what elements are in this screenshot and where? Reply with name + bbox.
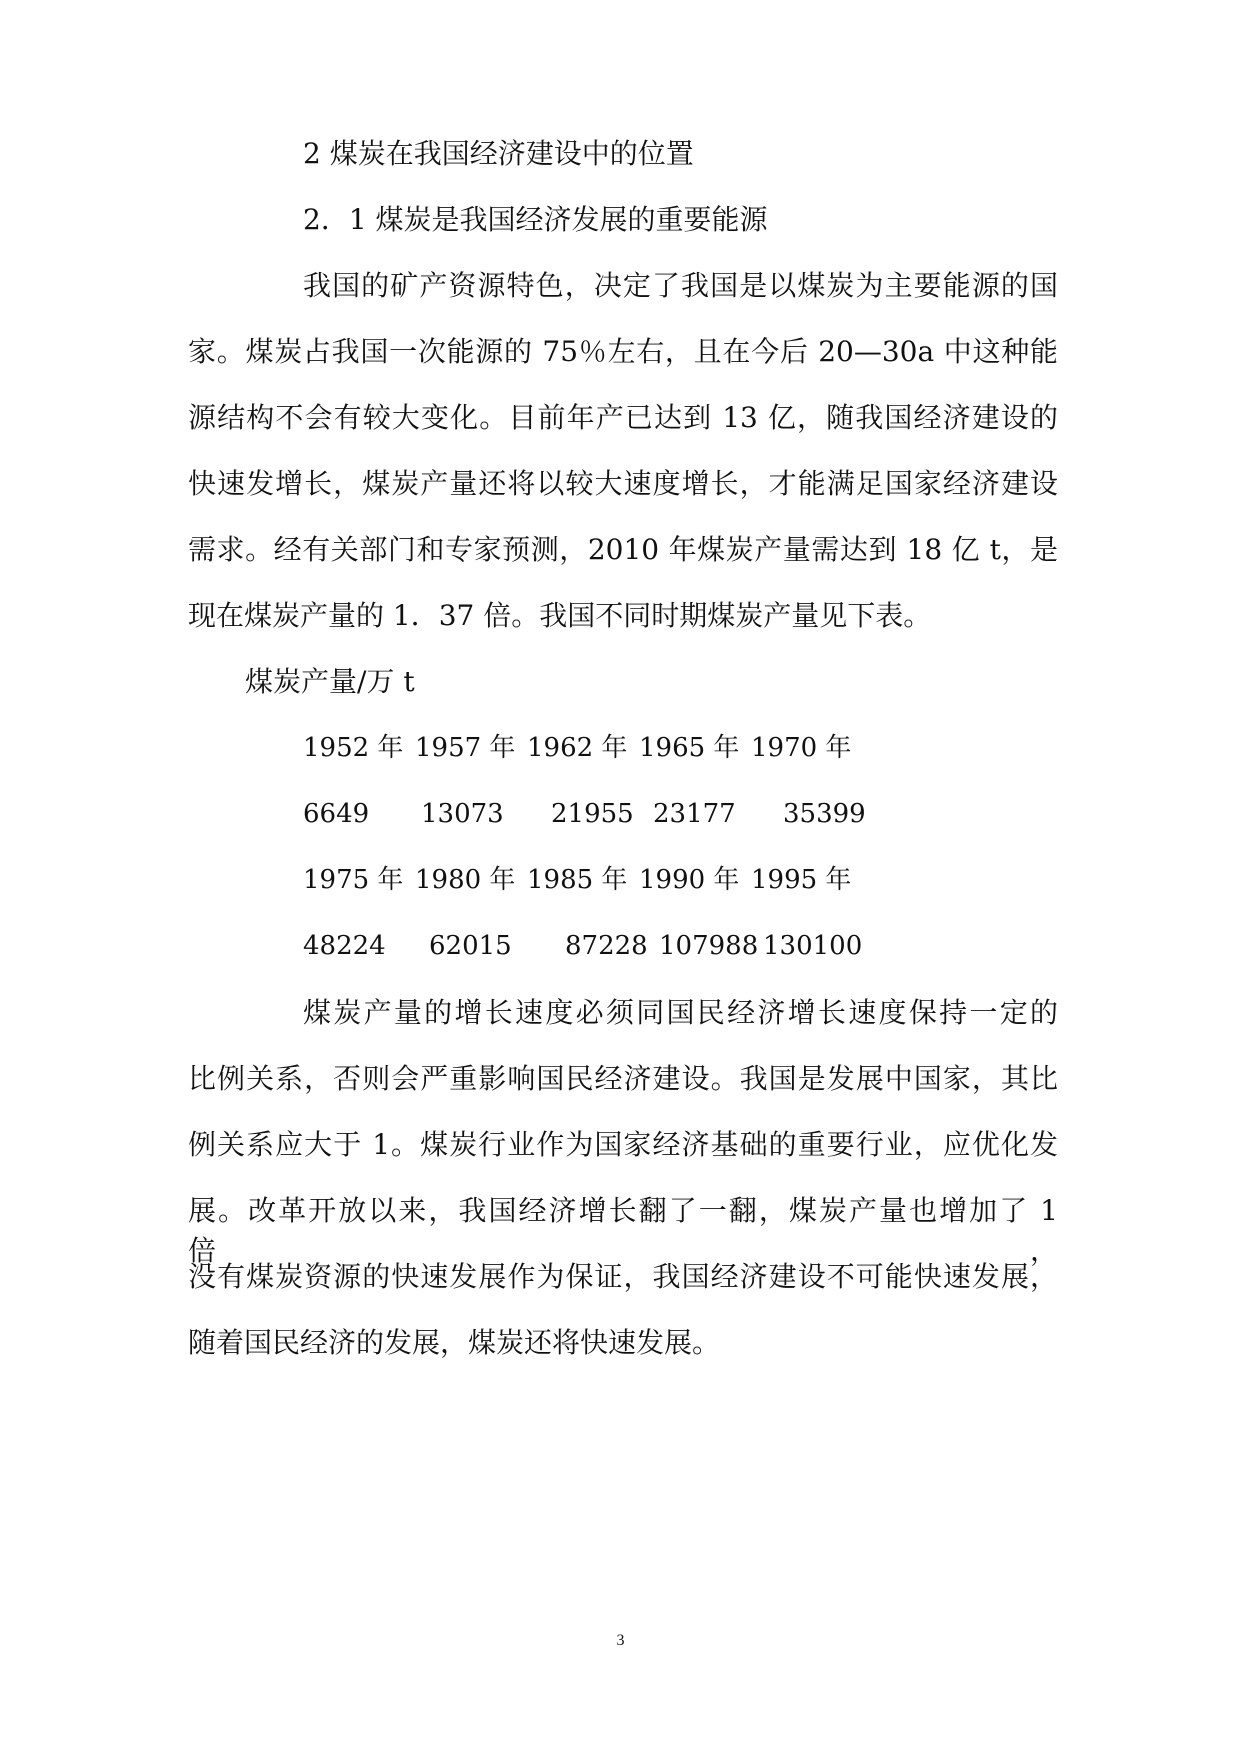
- table-cell: 1952 年: [303, 733, 404, 763]
- table-caption: 煤炭产量/万 t: [245, 665, 415, 698]
- paragraph-line: 随着国民经济的发展，煤炭还将快速发展。: [188, 1326, 721, 1359]
- table-cell: 1965 年: [639, 733, 740, 763]
- table-cell: 1962 年: [527, 733, 628, 763]
- paragraph-line: 需求。经有关部门和专家预测，2010 年煤炭产量需达到 18 亿 t，是: [188, 533, 1058, 566]
- table-cell: 62015: [429, 931, 512, 961]
- paragraph-line: 快速发增长，煤炭产量还将以较大速度增长，才能满足国家经济建设: [188, 467, 1058, 500]
- paragraph-line: 现在煤炭产量的 1．37 倍。我国不同时期煤炭产量见下表。: [188, 599, 932, 632]
- table-cell: 48224: [303, 931, 386, 961]
- table-cell: 1980 年: [415, 865, 516, 895]
- paragraph-line: 没有煤炭资源的快速发展作为保证，我国经济建设不可能快速发展，: [188, 1260, 1058, 1293]
- table-cell: 6649: [303, 799, 370, 829]
- table-cell: 1995 年: [751, 865, 852, 895]
- table-cell: 21955: [551, 799, 634, 829]
- paragraph-line: 源结构不会有较大变化。目前年产已达到 13 亿，随我国经济建设的: [188, 401, 1058, 434]
- paragraph-line: 比例关系，否则会严重影响国民经济建设。我国是发展中国家，其比: [188, 1062, 1058, 1095]
- section-heading: 2 煤炭在我国经济建设中的位置: [303, 137, 694, 170]
- table-cell: 1970 年: [751, 733, 852, 763]
- table-cell: 35399: [783, 799, 866, 829]
- paragraph-line: 家。煤炭占我国一次能源的 75％左右，且在今后 20—30a 中这种能: [188, 335, 1058, 368]
- table-cell: 1985 年: [527, 865, 628, 895]
- page-number: 3: [616, 1632, 625, 1649]
- table-cell: 13073: [421, 799, 504, 829]
- table-cell: 1975 年: [303, 865, 404, 895]
- paragraph-line: 我国的矿产资源特色，决定了我国是以煤炭为主要能源的国: [303, 269, 1058, 302]
- table-cell: 1990 年: [639, 865, 740, 895]
- table-cell: 107988: [659, 931, 759, 961]
- table-cell: 1957 年: [415, 733, 516, 763]
- paragraph-line: 煤炭产量的增长速度必须同国民经济增长速度保持一定的: [303, 996, 1058, 1029]
- paragraph-line: 例关系应大于 1。煤炭行业作为国家经济基础的重要行业，应优化发: [188, 1128, 1058, 1161]
- paragraph-line: 展。改革开放以来，我国经济增长翻了一翻，煤炭产量也增加了 1 倍，: [188, 1194, 1058, 1267]
- table-cell: 23177: [653, 799, 736, 829]
- subsection-heading: 2．1 煤炭是我国经济发展的重要能源: [303, 203, 768, 236]
- table-cell: 130100: [763, 931, 863, 961]
- table-cell: 87228: [565, 931, 648, 961]
